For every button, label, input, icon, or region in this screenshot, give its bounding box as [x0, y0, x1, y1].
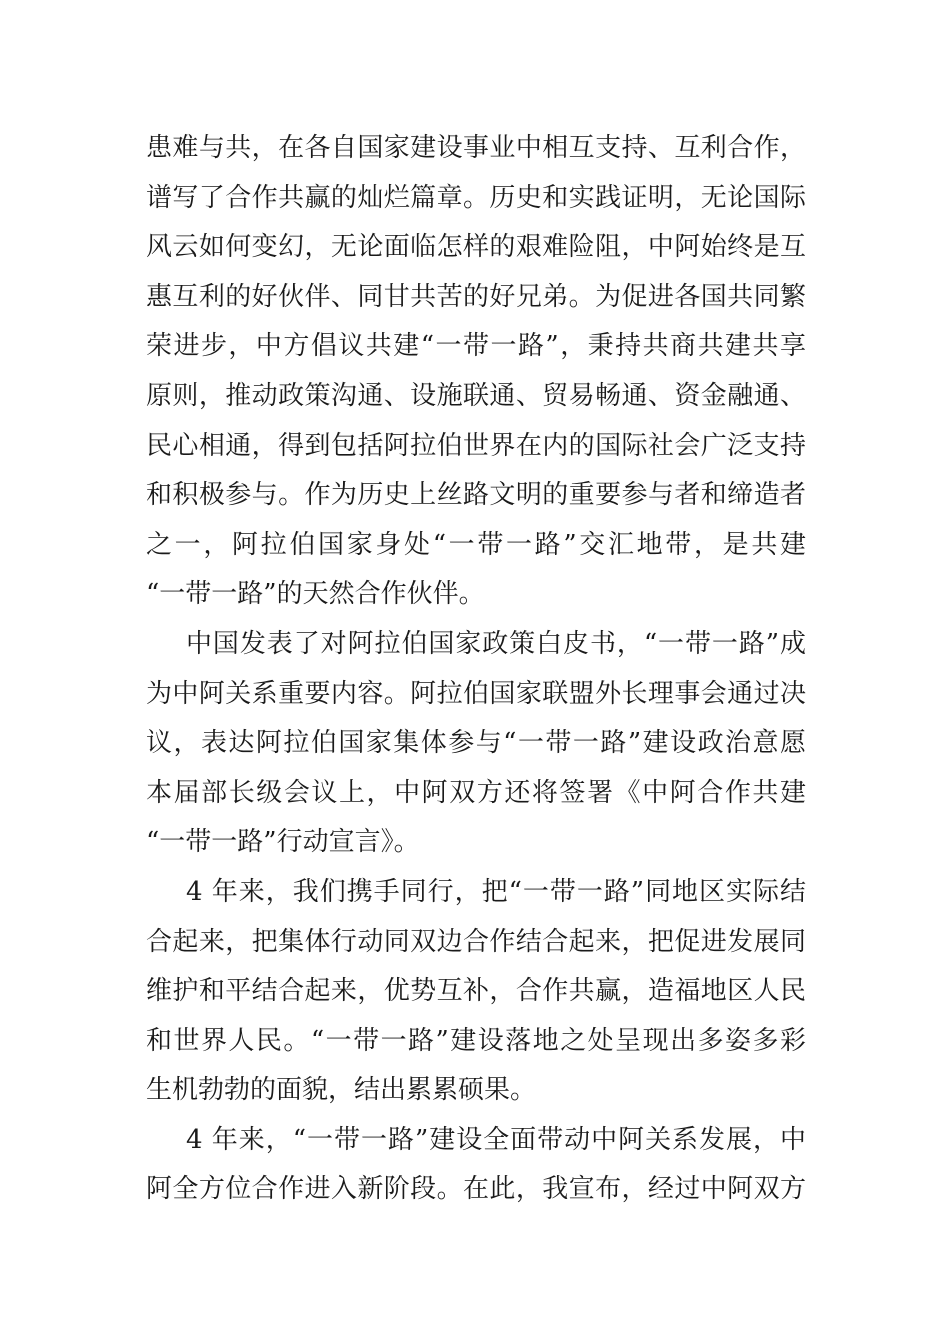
- text-line: “一带一路”的天然合作伙伴。: [146, 579, 485, 610]
- text-line: 患难与共，在各自国家建设事业中相互支持、互利合作，: [146, 133, 806, 163]
- text-line: 4 年来，“一带一路”建设全面带动中阿关系发展，中: [186, 1124, 806, 1155]
- text-line: 谱写了合作共赢的灿烂篇章。历史和实践证明，无论国际: [146, 182, 806, 213]
- text-line: 和积极参与。作为历史上丝路文明的重要参与者和缔造者: [146, 480, 806, 511]
- text-line: 合起来，把集体行动同双边合作结合起来，把促进发展同: [146, 926, 806, 957]
- text-line: 4 年来，我们携手同行，把“一带一路”同地区实际结: [186, 876, 806, 907]
- text-line: 生机勃勃的面貌，结出累累硕果。: [146, 1075, 537, 1106]
- body-text: [146, 124, 806, 1215]
- text-line: 荣进步，中方倡议共建“一带一路”，秉持共商共建共享: [146, 331, 806, 362]
- text-line: 之一，阿拉伯国家身处“一带一路”交汇地带，是共建: [146, 529, 806, 560]
- text-line: 民心相通，得到包括阿拉伯世界在内的国际社会广泛支持: [146, 430, 806, 461]
- text-line: 阿全方位合作进入新阶段。在此，我宣布，经过中阿双方: [146, 1174, 806, 1205]
- text-line: 原则，推动政策沟通、设施联通、贸易畅通、资金融通、: [146, 380, 806, 411]
- text-line: 维护和平结合起来，优势互补，合作共赢，造福地区人民: [146, 976, 806, 1007]
- text-line: 惠互利的好伙伴、同甘共苦的好兄弟。为促进各国共同繁: [146, 281, 806, 312]
- text-line: 风云如何变幻，无论面临怎样的艰难险阻，中阿始终是互: [146, 232, 806, 263]
- text-line: 议，表达阿拉伯国家集体参与“一带一路”建设政治意愿: [146, 728, 806, 759]
- text-line: “一带一路”行动宣言》。: [146, 827, 420, 858]
- text-line: 本届部长级会议上，中阿双方还将签署《中阿合作共建: [146, 777, 806, 808]
- text-line: 为中阿关系重要内容。阿拉伯国家联盟外长理事会通过决: [146, 678, 806, 709]
- text-line: 中国发表了对阿拉伯国家政策白皮书，“一带一路”成: [186, 628, 806, 659]
- text-line: 和世界人民。“一带一路”建设落地之处呈现出多姿多彩: [146, 1025, 806, 1056]
